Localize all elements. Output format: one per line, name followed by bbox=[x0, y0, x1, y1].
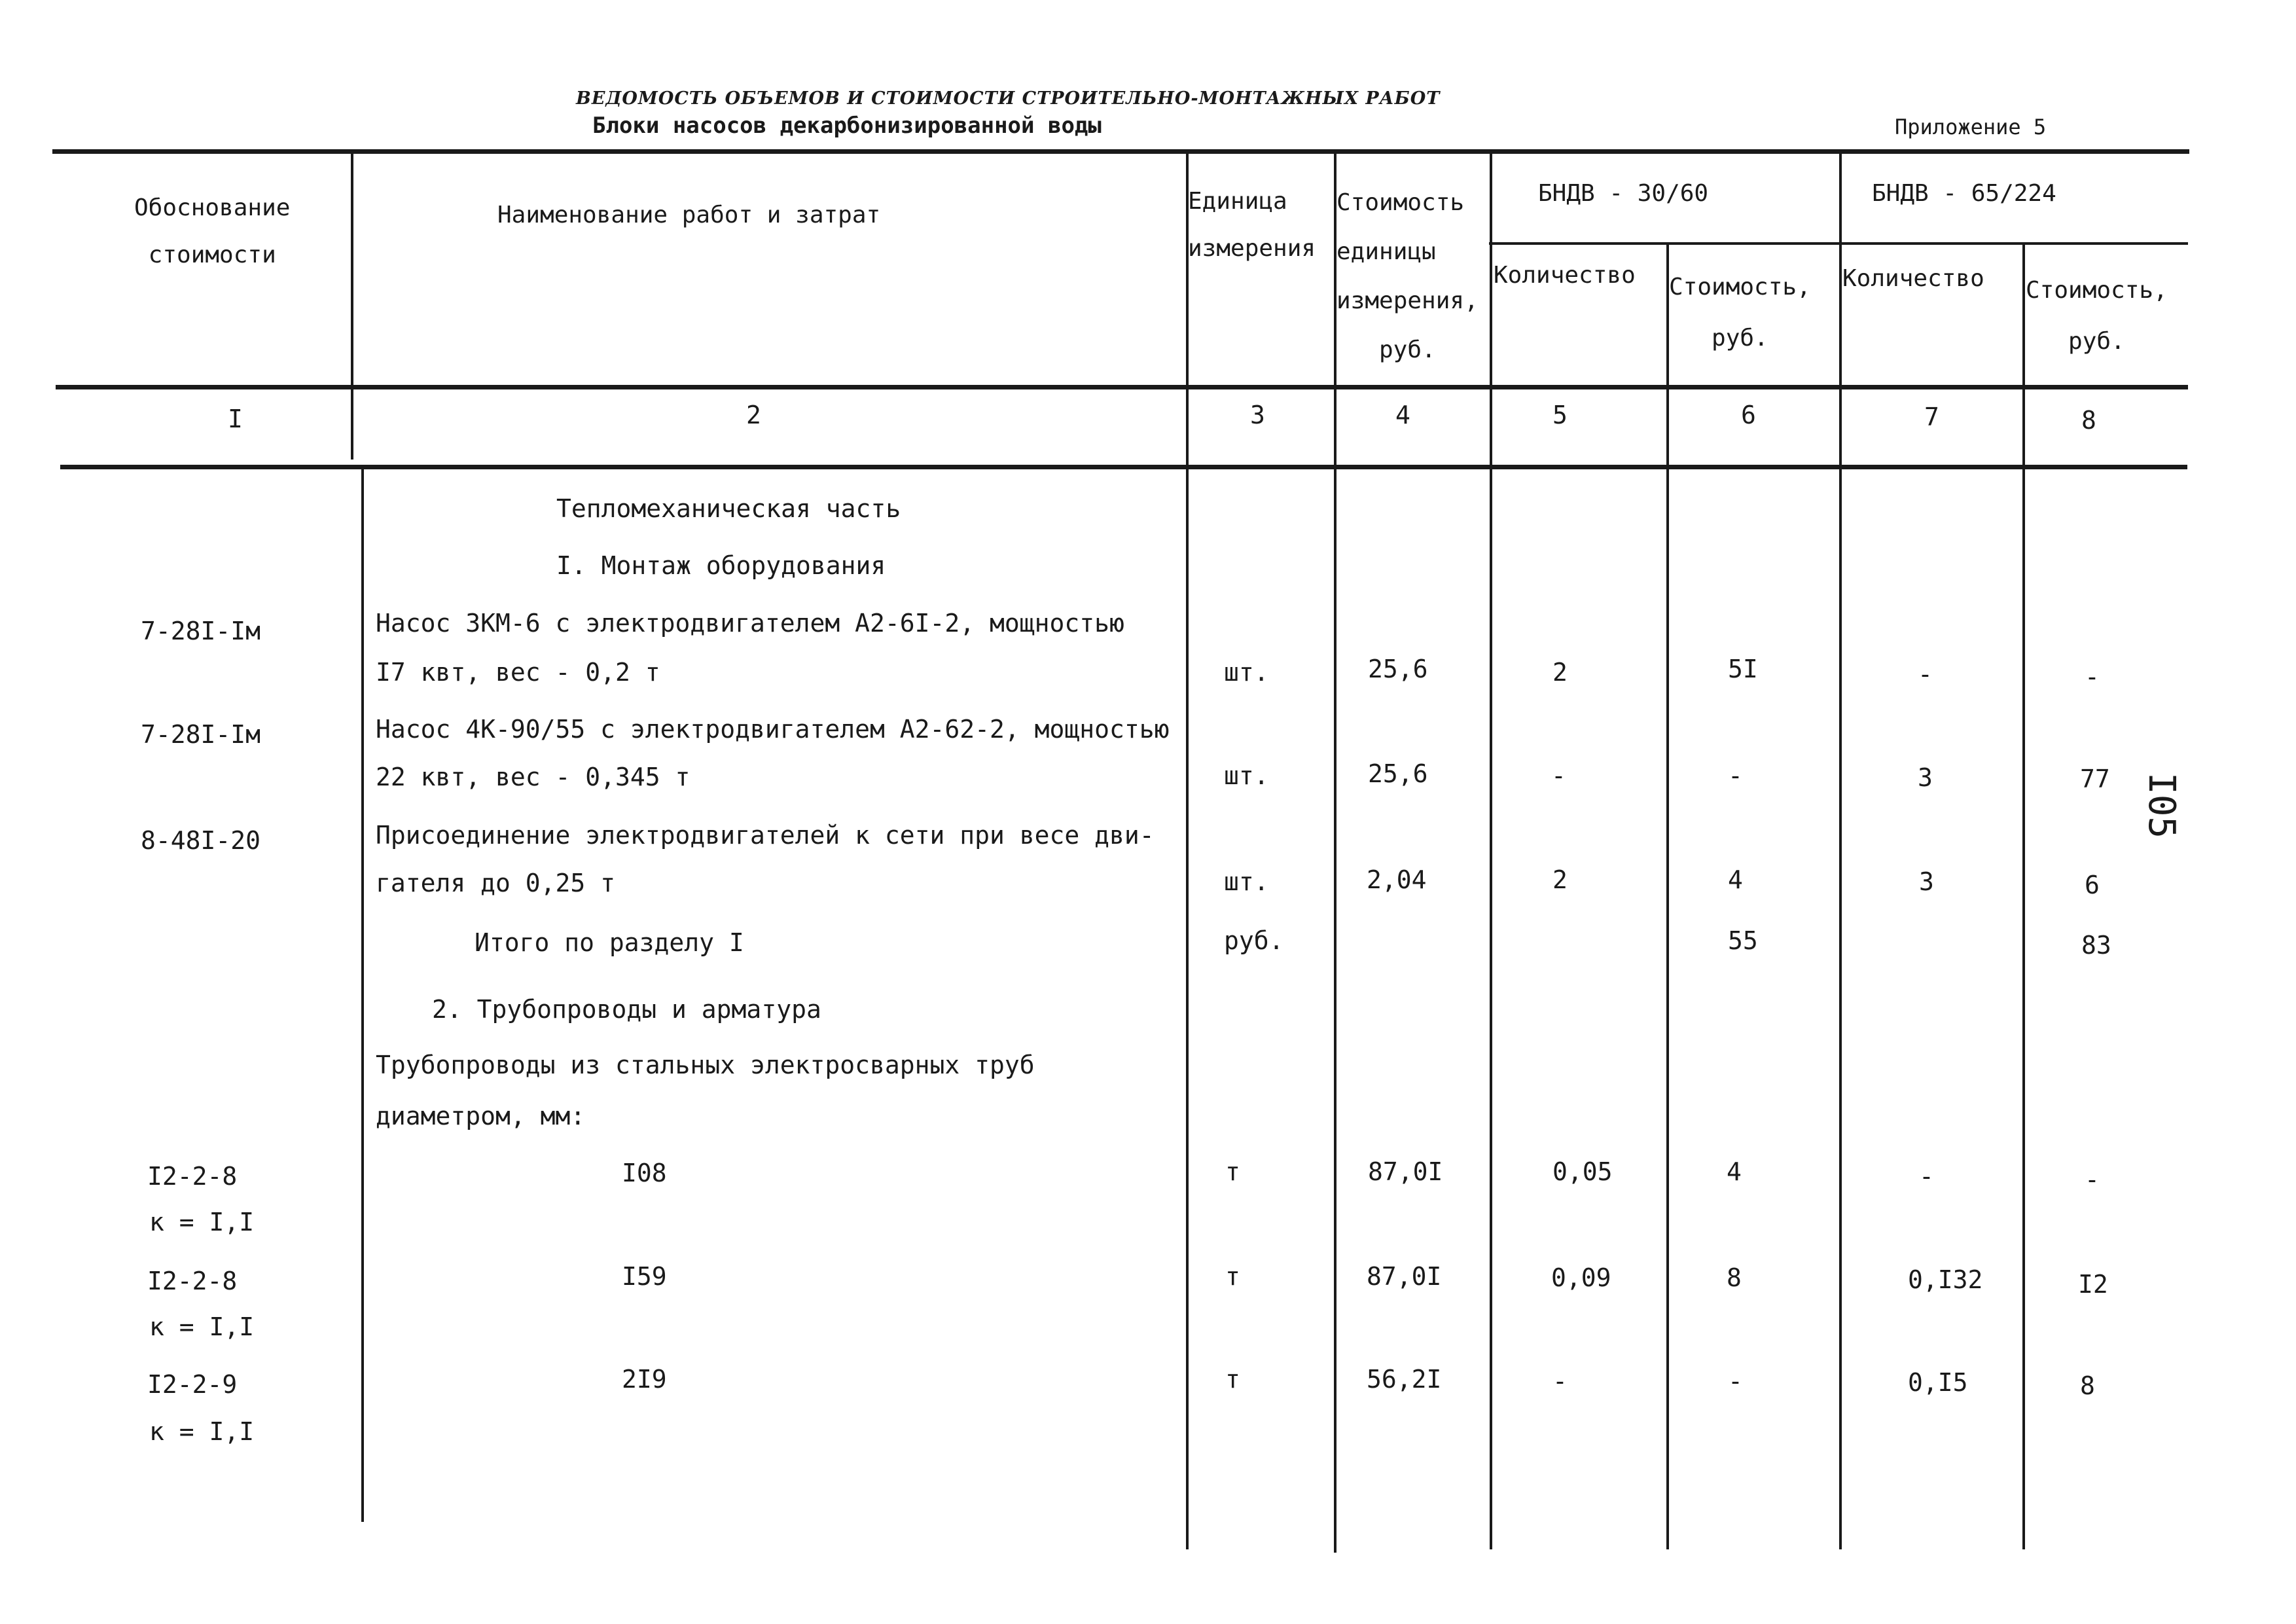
row1-cost-2: - bbox=[2085, 662, 2100, 691]
document-title: ВЕДОМОСТЬ ОБЪЕМОВ И СТОИМОСТИ СТРОИТЕЛЬНО-МОНТАЖНЫХ РАБОТ bbox=[576, 88, 1441, 109]
col-divider-4 bbox=[1490, 152, 1492, 1549]
pipe1-cost-1: 4 bbox=[1727, 1157, 1742, 1186]
row1-code: 7-28I-Iм bbox=[141, 617, 261, 645]
header-unit-line2: измерения bbox=[1188, 235, 1316, 262]
pipe3-qty-1: - bbox=[1552, 1367, 1568, 1396]
pipe3-code: I2-2-9 bbox=[147, 1370, 238, 1399]
header-cost-2 bbox=[2026, 265, 2168, 367]
row1-qty-2: - bbox=[1918, 660, 1933, 689]
col-divider-5 bbox=[1666, 244, 1669, 1549]
header-work-name: Наименование работ и затрат bbox=[497, 202, 881, 228]
total-cost-1: 55 bbox=[1728, 926, 1758, 955]
row3-unit: шт. bbox=[1224, 867, 1269, 896]
pipe2-unit: т bbox=[1225, 1262, 1240, 1291]
pipe3-cost-2: 8 bbox=[2080, 1371, 2095, 1400]
col-divider-6 bbox=[1839, 152, 1842, 1549]
appendix-label: Приложение 5 bbox=[1895, 115, 2047, 139]
pipe2-qty-2: 0,I32 bbox=[1908, 1265, 1983, 1294]
row2-qty-2: 3 bbox=[1918, 763, 1933, 792]
col-divider-1 bbox=[351, 152, 353, 460]
row3-cost-2: 6 bbox=[2085, 871, 2100, 899]
pipe1-code: I2-2-8 bbox=[147, 1162, 238, 1191]
pipe2-price: 87,0I bbox=[1367, 1262, 1442, 1291]
row2-name-line1: Насос 4К-90/55 с электродвигателем А2-62-2, мощностью bbox=[376, 715, 1170, 744]
total-cost-2: 83 bbox=[2081, 931, 2111, 960]
col-divider-2 bbox=[1186, 152, 1189, 1549]
pipe3-cost-1: - bbox=[1728, 1367, 1743, 1396]
section-sub-pipes: 2. Трубопроводы и арматура bbox=[432, 995, 821, 1024]
pipe3-unit: т bbox=[1225, 1365, 1240, 1394]
row3-code: 8-48I-20 bbox=[141, 826, 261, 855]
header-qty-2: Количество bbox=[1842, 265, 1984, 292]
header-group-bndv-30-60: БНДВ - 30/60 bbox=[1538, 180, 1709, 207]
pipe1-unit: т bbox=[1225, 1157, 1240, 1186]
pipe2-code: I2-2-8 bbox=[147, 1267, 238, 1295]
row3-qty-1: 2 bbox=[1552, 865, 1568, 894]
col-number-5: 5 bbox=[1552, 401, 1568, 429]
col-number-2: 2 bbox=[746, 401, 761, 429]
pipe1-diameter: I08 bbox=[622, 1159, 667, 1187]
header-unit-cost-line4: руб. bbox=[1379, 336, 1436, 363]
header-unit-cost bbox=[1336, 178, 1479, 374]
col-number-4: 4 bbox=[1395, 401, 1410, 429]
header-cost-2-line2: руб. bbox=[2068, 328, 2125, 355]
col-number-8: 8 bbox=[2081, 406, 2096, 435]
pipe2-coef: к = I,I bbox=[149, 1312, 255, 1341]
header-basis-line2: стоимости bbox=[148, 242, 276, 268]
header-cost-1-line2: руб. bbox=[1712, 325, 1768, 352]
pipe3-coef: к = I,I bbox=[149, 1417, 255, 1446]
pipes-intro-line1: Трубопроводы из стальных электросварных труб bbox=[376, 1051, 1035, 1079]
row2-cost-1: - bbox=[1728, 761, 1743, 790]
table-top-rule bbox=[52, 149, 2189, 154]
pipe2-cost-1: 8 bbox=[1727, 1263, 1742, 1292]
section-sub-equipment: I. Монтаж оборудования bbox=[556, 551, 886, 580]
pipe2-cost-2: I2 bbox=[2078, 1270, 2108, 1299]
header-bottom-rule bbox=[56, 385, 2188, 389]
header-unit-line1: Единица bbox=[1188, 188, 1287, 215]
row2-qty-1: - bbox=[1551, 761, 1566, 790]
header-unit-cost-line3: измерения, bbox=[1336, 287, 1479, 314]
row1-name-line2: I7 квт, вес - 0,2 т bbox=[376, 658, 660, 687]
header-cost-2-line1: Стоимость, bbox=[2026, 277, 2168, 304]
row3-name-line2: гателя до 0,25 т bbox=[376, 869, 616, 897]
total-label: Итого по разделу I bbox=[475, 928, 744, 957]
pipe3-diameter: 2I9 bbox=[622, 1365, 667, 1394]
header-qty-1: Количество bbox=[1494, 262, 1636, 289]
row1-qty-1: 2 bbox=[1552, 658, 1568, 687]
row1-name-line1: Насос 3КМ-6 с электродвигателем А2-6I-2, мощностью bbox=[376, 609, 1124, 638]
header-group-bndv-65-224: БНДВ - 65/224 bbox=[1872, 180, 2056, 207]
pipes-intro-line2: диаметром, мм: bbox=[376, 1102, 586, 1130]
page-number: I05 bbox=[2140, 772, 2183, 839]
row3-price: 2,04 bbox=[1367, 865, 1427, 894]
row2-code: 7-28I-Iм bbox=[141, 720, 261, 749]
col-number-3: 3 bbox=[1250, 401, 1265, 429]
document-subtitle: Блоки насосов декарбонизированной воды bbox=[592, 113, 1102, 139]
header-basis-line1: Обоснование bbox=[134, 194, 291, 221]
header-unit bbox=[1188, 178, 1316, 272]
pipe2-diameter: I59 bbox=[622, 1262, 667, 1291]
col-number-6: 6 bbox=[1741, 401, 1756, 429]
numbers-bottom-rule bbox=[60, 465, 2187, 469]
row1-unit: шт. bbox=[1224, 658, 1269, 687]
row3-cost-1: 4 bbox=[1728, 865, 1743, 894]
col-number-1: I bbox=[228, 405, 243, 433]
pipe1-qty-1: 0,05 bbox=[1552, 1157, 1613, 1186]
pipe1-coef: к = I,I bbox=[149, 1208, 255, 1236]
header-cost-1 bbox=[1669, 262, 1811, 364]
row2-cost-2: 77 bbox=[2080, 765, 2110, 793]
header-cost-1-line1: Стоимость, bbox=[1669, 274, 1811, 300]
total-unit: руб. bbox=[1224, 926, 1284, 955]
col-divider-7 bbox=[2022, 244, 2025, 1549]
row3-qty-2: 3 bbox=[1919, 867, 1934, 896]
header-unit-cost-line1: Стоимость bbox=[1336, 189, 1465, 216]
col-number-7: 7 bbox=[1924, 403, 1939, 431]
row2-unit: шт. bbox=[1224, 761, 1269, 790]
pipe1-cost-2: - bbox=[2085, 1165, 2100, 1194]
row1-price: 25,6 bbox=[1368, 655, 1428, 683]
pipe2-qty-1: 0,09 bbox=[1551, 1263, 1611, 1292]
row1-cost-1: 5I bbox=[1728, 655, 1758, 683]
header-basis bbox=[134, 185, 290, 279]
row2-price: 25,6 bbox=[1368, 759, 1428, 788]
row2-name-line2: 22 квт, вес - 0,345 т bbox=[376, 763, 691, 791]
section-title: Тепломеханическая часть bbox=[556, 494, 901, 523]
row3-name-line1: Присоединение электродвигателей к сети при весе дви- bbox=[376, 821, 1155, 850]
pipe1-qty-2: - bbox=[1919, 1162, 1934, 1191]
pipe3-qty-2: 0,I5 bbox=[1908, 1368, 1968, 1397]
group-sub-rule bbox=[1489, 242, 2188, 245]
header-unit-cost-line2: единицы bbox=[1336, 238, 1436, 265]
pipe3-price: 56,2I bbox=[1367, 1365, 1442, 1394]
col-divider-1-body bbox=[361, 468, 364, 1522]
pipe1-price: 87,0I bbox=[1368, 1157, 1443, 1186]
